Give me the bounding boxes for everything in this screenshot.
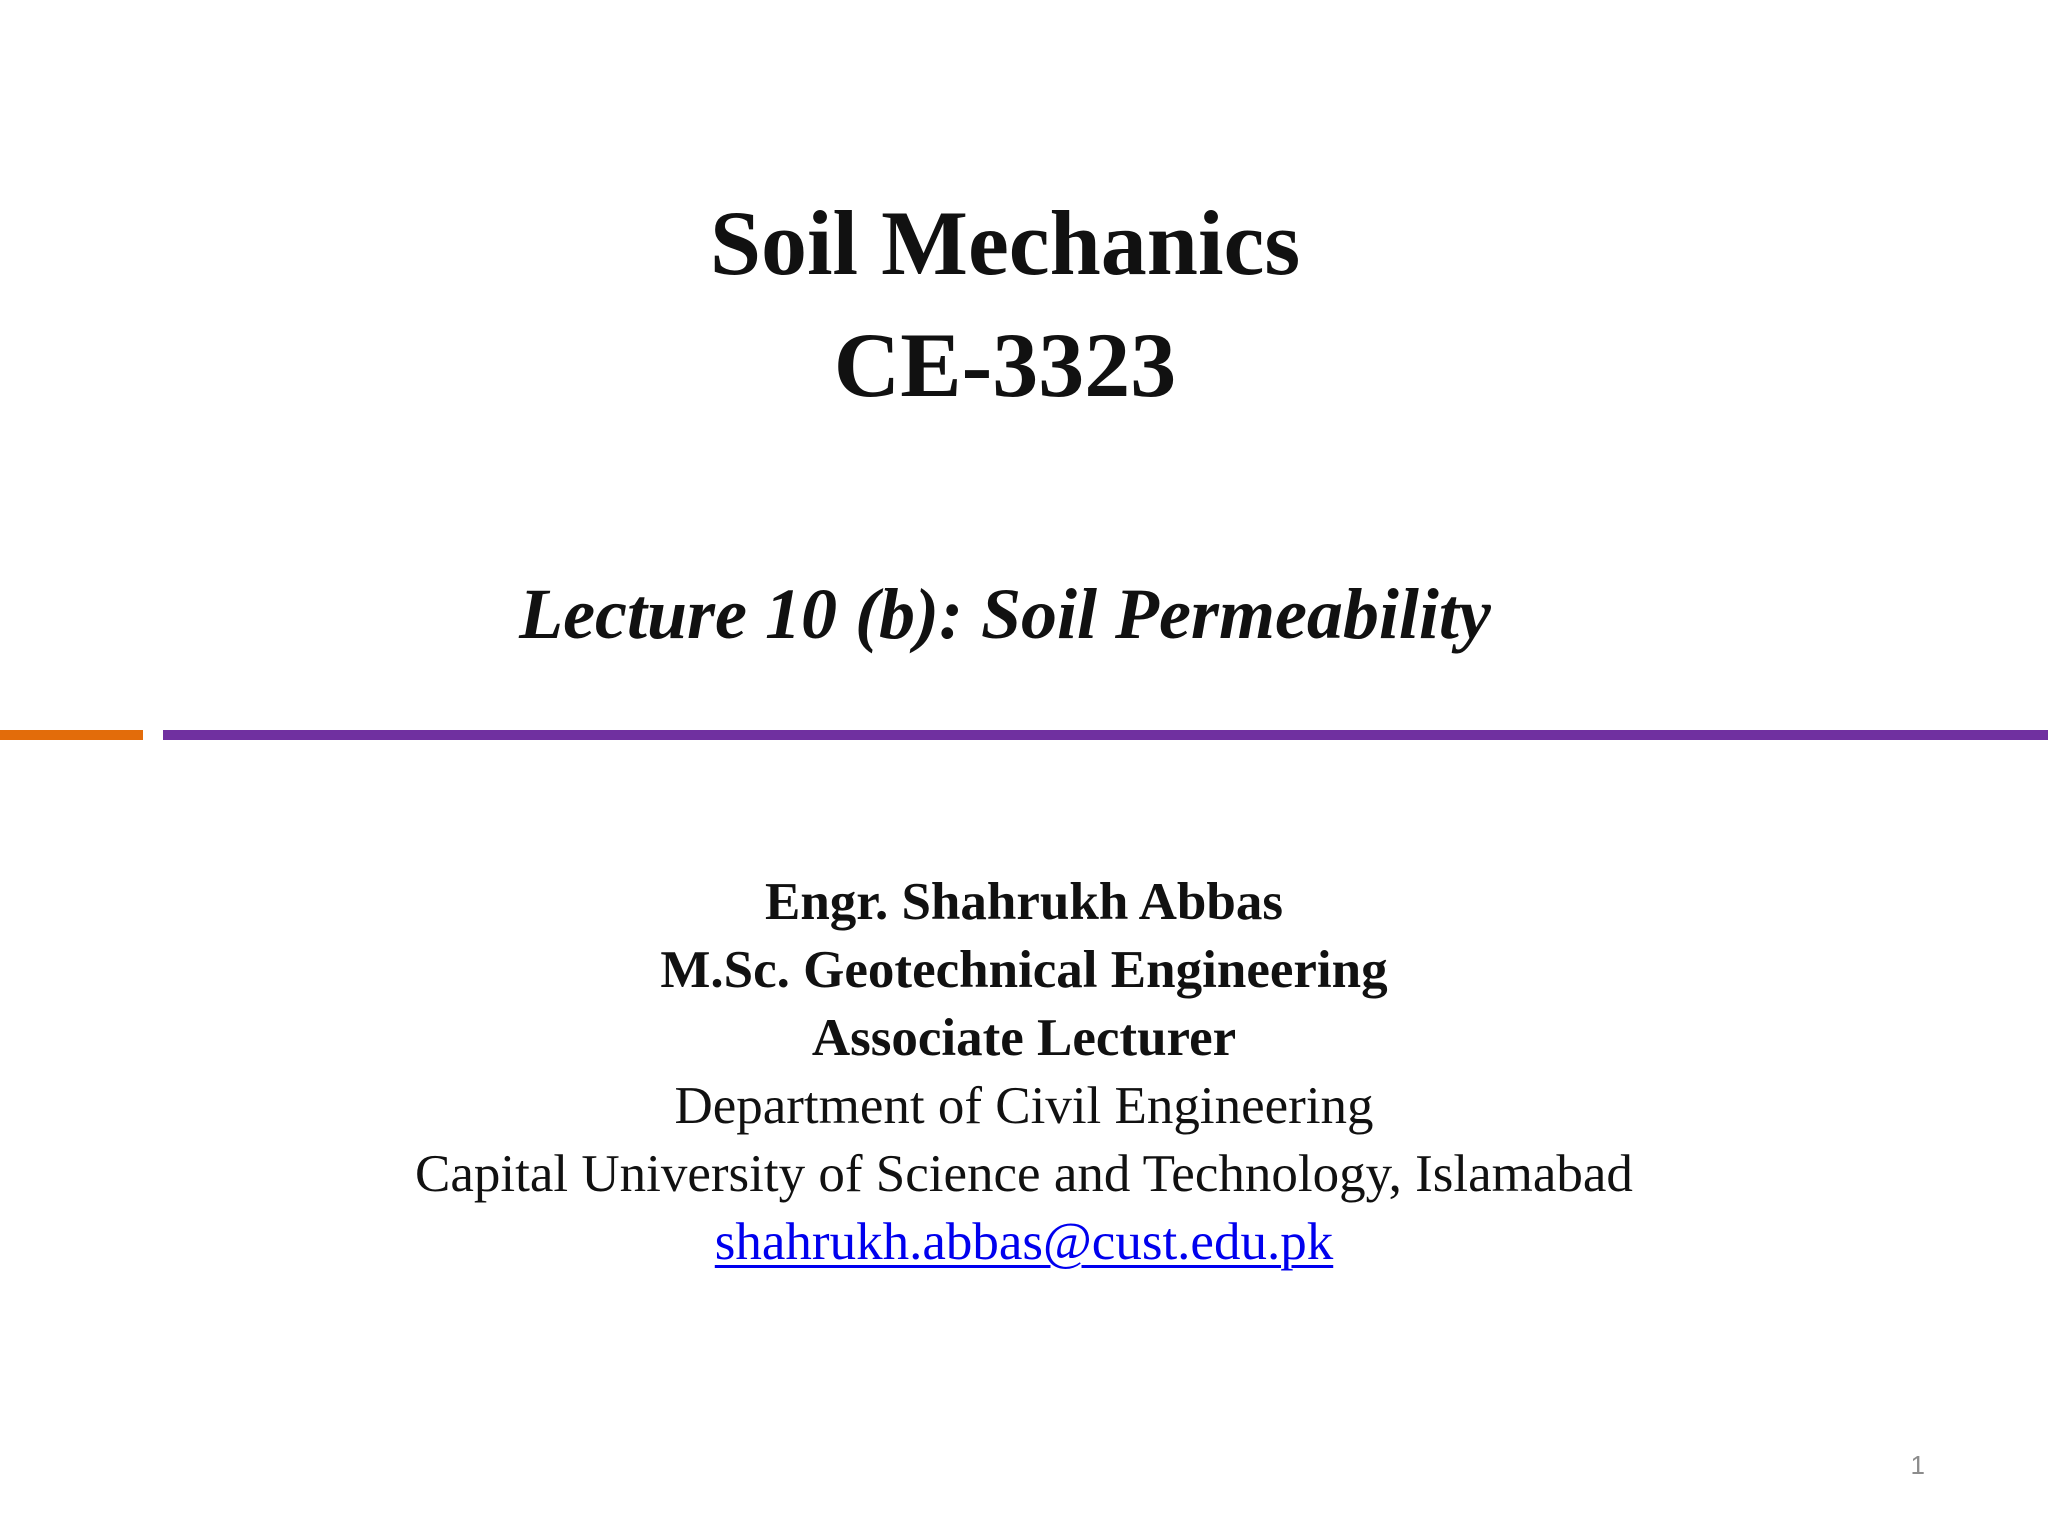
- author-university: Capital University of Science and Technology, Islamabad: [415, 1145, 1633, 1203]
- author-email-link[interactable]: shahrukh.abbas@cust.edu.pk: [714, 1213, 1334, 1271]
- author-degree: M.Sc. Geotechnical Engineering: [660, 941, 1388, 999]
- lecture-subtitle: Lecture 10 (b): Soil Permeability: [519, 574, 1491, 654]
- slide-title: Soil Mechanics: [709, 192, 1301, 294]
- accent-rule-orange: [0, 730, 143, 740]
- author-position: Associate Lecturer: [811, 1009, 1237, 1067]
- page-number: 1: [1910, 1450, 1925, 1480]
- author-name: Engr. Shahrukh Abbas: [764, 873, 1284, 931]
- title-block: [0, 182, 2010, 426]
- author-department: Department of Civil Engineering: [674, 1077, 1374, 1135]
- course-code: CE-3323: [833, 314, 1177, 416]
- accent-rule-purple: [163, 730, 2048, 740]
- author-block: [0, 868, 2048, 1276]
